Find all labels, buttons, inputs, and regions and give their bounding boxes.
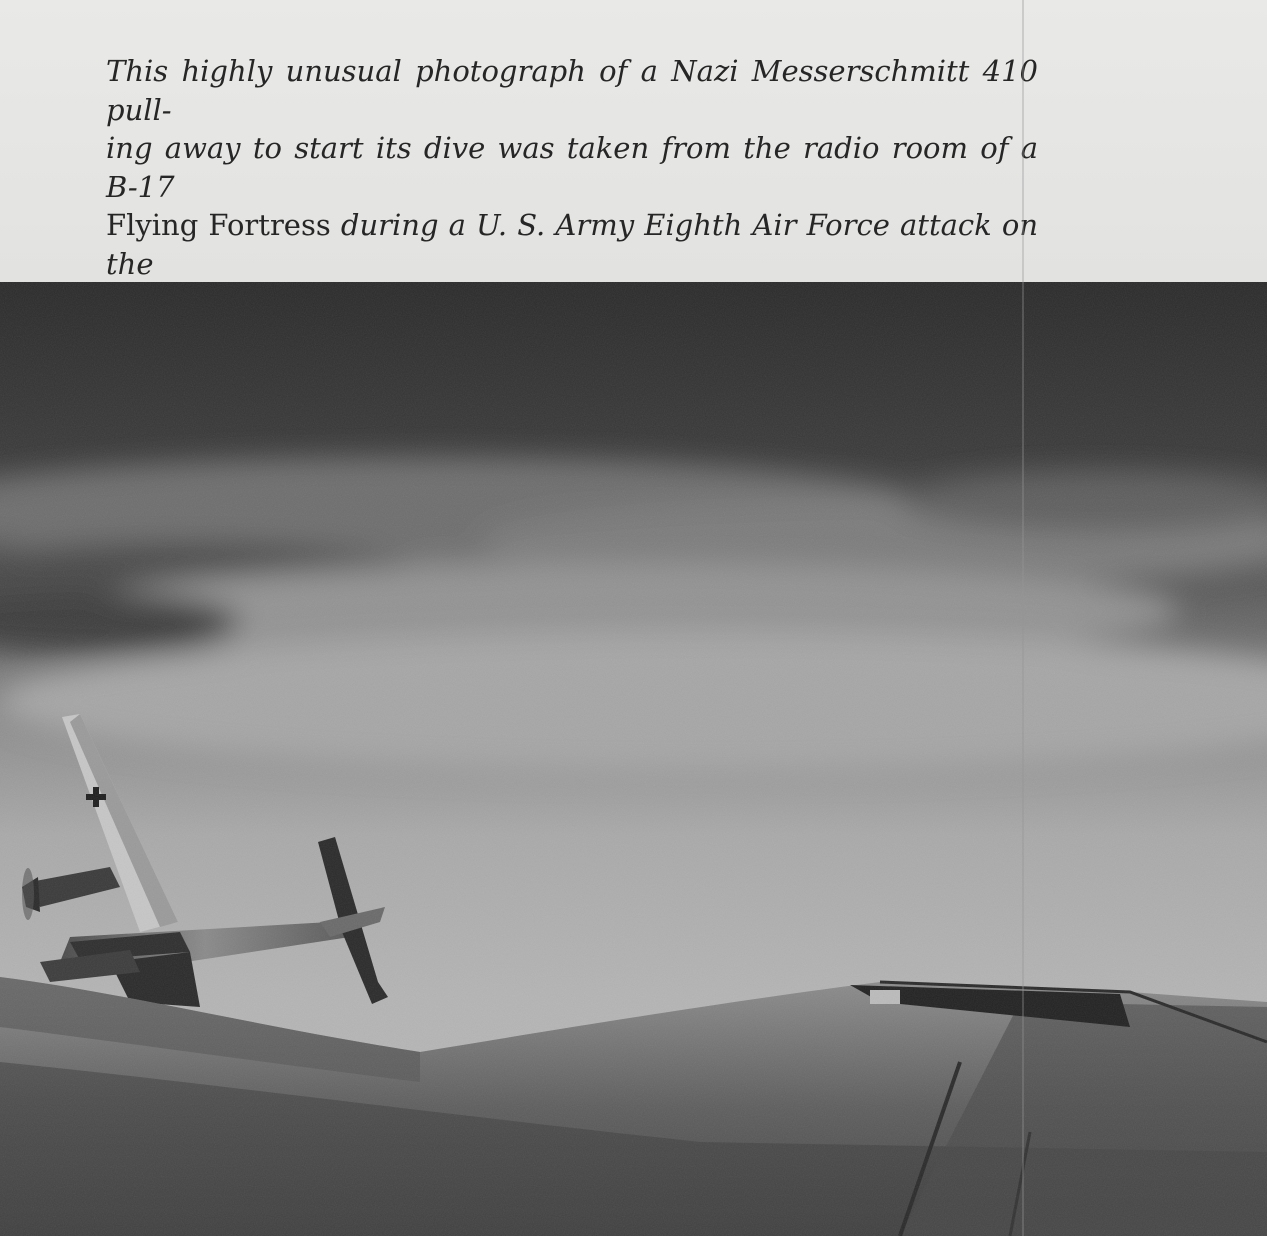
caption-line-3: Flying Fortress during a U. S. Army Eighth Air Force attack on the — [106, 208, 1038, 281]
caption-line-1: This highly unusual photograph of a Nazi Messerschmitt 410 pull- — [106, 54, 1038, 127]
aerial-photograph — [0, 282, 1267, 1236]
caption-line-2: ing away to start its dive was taken from the radio room of a B-17 — [106, 131, 1038, 204]
page-fold-line — [1022, 0, 1024, 1236]
caption-area — [0, 0, 1267, 282]
